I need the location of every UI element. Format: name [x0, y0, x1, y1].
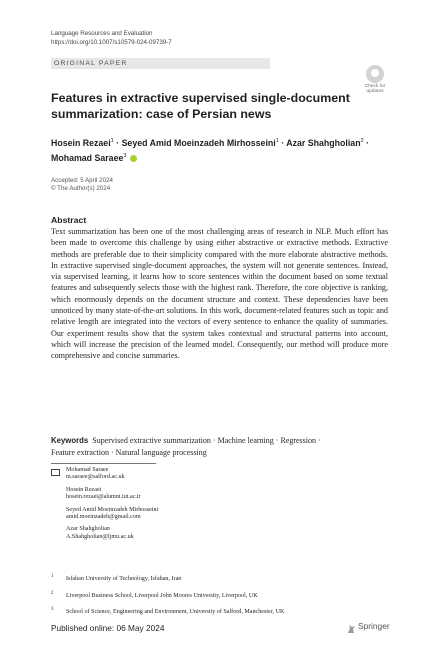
- keywords-section: Keywords Supervised extractive summarization · Machine learning · Regression · Feature extraction · Natural language processing: [51, 436, 321, 457]
- contact-email[interactable]: A.Shahgholian@ljmu.ac.uk: [66, 533, 134, 540]
- contact-name: Azar Shahgholian: [66, 526, 110, 533]
- contact-name: Mohamad Saraee: [66, 467, 109, 473]
- journal-name: Language Resources and Evaluation: [51, 30, 153, 37]
- orcid-icon[interactable]: [130, 155, 137, 162]
- keyword: Natural language processing: [115, 448, 207, 457]
- author-name[interactable]: Mohamad Saraee: [51, 152, 124, 163]
- affiliation-item: 3 School of Science, Engineering and Environment, University of Salford, Manchester, UK: [51, 607, 285, 616]
- author-separator: ·: [116, 137, 120, 148]
- author-affiliation-number: 1: [275, 138, 279, 144]
- author-list: [51, 135, 391, 165]
- contact-email[interactable]: m.saraee@salford.ac.uk: [66, 474, 125, 481]
- abstract-heading: Abstract: [51, 215, 87, 225]
- publisher-name: Springer: [358, 621, 390, 631]
- contact-name: Hosein Rezaei: [66, 486, 102, 493]
- contact-entry: [66, 507, 158, 522]
- journal-header: [51, 30, 172, 47]
- contact-entry: [66, 467, 158, 482]
- keyword: Machine learning: [217, 436, 274, 445]
- contact-list: [66, 467, 158, 546]
- keyword: Regression: [280, 436, 317, 445]
- author-affiliation-number: 1: [110, 138, 114, 144]
- author-name[interactable]: Seyed Amid Moeinzadeh Mirhosseini: [121, 137, 276, 148]
- accepted-date: Accepted: 5 April 2024: [51, 177, 113, 184]
- published-date: Published online: 06 May 2024: [51, 623, 165, 633]
- author-separator: ·: [281, 137, 285, 148]
- keyword: Supervised extractive summarization: [92, 436, 211, 445]
- contact-email[interactable]: hosein.rezaei@alumni.iut.ac.ir: [66, 494, 141, 501]
- author-name[interactable]: Azar Shahgholian: [286, 137, 361, 148]
- affiliation-item: 1 Isfahan University of Technology, Isfahan, Iran: [51, 574, 182, 583]
- paper-type-banner: [51, 58, 270, 69]
- affiliation-item: 2 Liverpool Business School, Liverpool John Moores University, Liverpool, UK: [51, 590, 258, 599]
- contact-entry: [66, 526, 158, 541]
- doi-link[interactable]: https://doi.org/10.1007/s10579-024-09739-7: [51, 38, 172, 46]
- check-for-updates-badge[interactable]: [362, 65, 388, 95]
- author-name[interactable]: Hosein Rezaei: [51, 137, 111, 148]
- contact-name: Seyed Amid Moeinzadeh Mirhosseini: [66, 506, 159, 513]
- contact-entry: [66, 487, 158, 502]
- copyright-line: © The Author(s) 2024: [51, 185, 111, 193]
- keyword: Feature extraction: [51, 448, 109, 457]
- keywords-label: Keywords: [51, 436, 89, 445]
- mail-icon: [51, 469, 60, 476]
- article-dates: [51, 177, 113, 194]
- check-updates-icon: [366, 65, 384, 83]
- contact-email[interactable]: amid.moeinzadeh@gmail.com: [66, 514, 141, 521]
- author-separator: ·: [366, 137, 370, 148]
- springer-horse-icon: [347, 624, 356, 634]
- abstract-text: Text summarization has been one of the most challenging areas of research in NLP. Much effort has been made to overcome this challenge by using either abstractive or extractive methods. Extractive methods are preferable due to their simplicity compared with the more elaborate abstractive methods. In extractive supervised single-document approaches, the system will not generate sentences. Instead, via supervised learning, it learns how to score sentences within the document based on some textual features and subsequently selects those with the highest rank. Therefore, the core objective is ranking, which enormously depends on the document structure and context. These dependencies have been unnoticed by many state-of-the-art solutions. In this work, document-related features such as topic and relative length are integrated into the vectors of every sentence to enhance the quality of summaries. Our experiment results show that the system takes contextual and structural patterns into account, which will increase the precision of the learned model. Consequently, our method will produce more comprehensive and concise summaries.: [51, 227, 388, 361]
- footnote-divider: [51, 463, 156, 464]
- author-affiliation-number: 2: [360, 138, 364, 144]
- check-updates-text: Check for updates: [364, 84, 386, 94]
- paper-title: Features in extractive supervised single-document summarization: case of Persian news: [51, 91, 350, 121]
- paper-type-label: ORIGINAL PAPER: [54, 59, 128, 67]
- author-affiliation-number: 3: [123, 152, 127, 159]
- affiliation-list: [51, 570, 284, 620]
